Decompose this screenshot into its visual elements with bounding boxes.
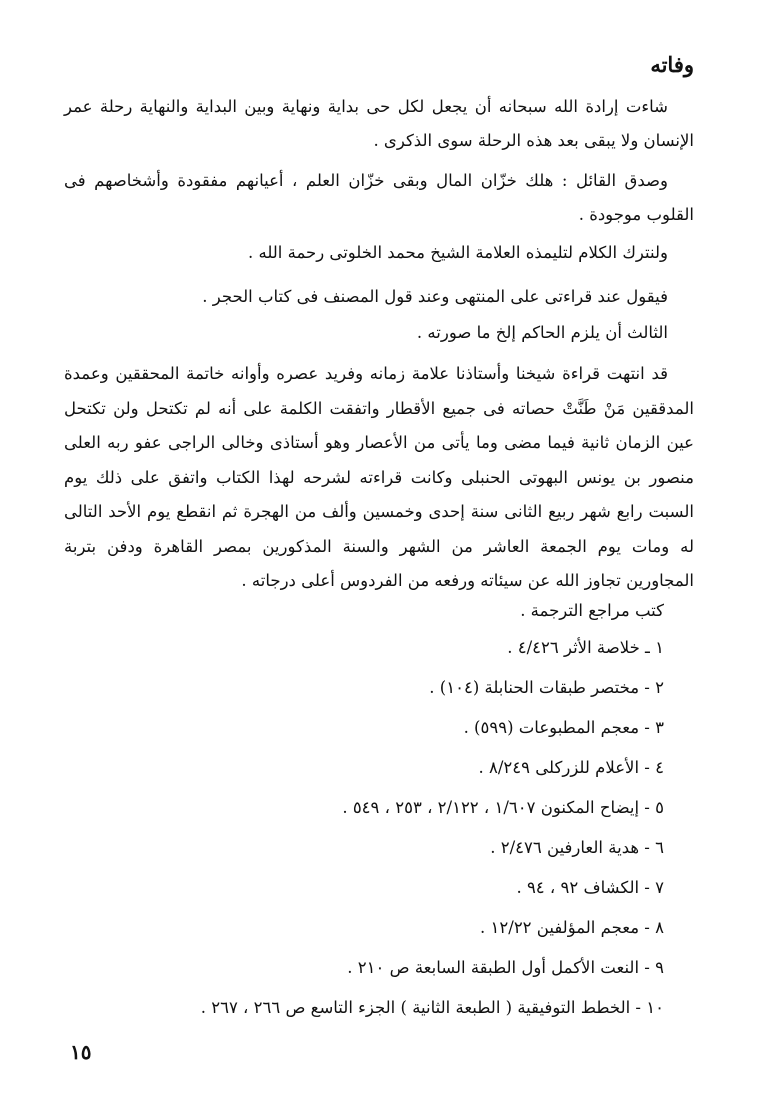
reference-item: ٨ - معجم المؤلفين ١٢/٢٢ .	[480, 918, 664, 937]
page-number: ١٥	[70, 1040, 92, 1064]
reference-item: ١ ـ خلاصة الأثر ٤/٤٢٦ .	[507, 638, 664, 657]
references-title: كتب مراجع الترجمة .	[520, 601, 664, 620]
section-heading: وفاته	[650, 52, 694, 77]
paragraph-6: قد انتهت قراءة شيخنا وأستاذنا علامة زمانه وفريد عصره وأوانه خاتمة المحققين وعمدة المدققين مَنْ طَنَّتْ حصاته فى جميع الأقطار واتفقت الكلمة على أنه لم تكتحل ولن تكتحل عين الزمان ثانية فيما مضى وما يأتى من الأعصار وهو أستاذى وخالى الراجى عفو ربه العلى منصور بن يونس البهوتى الحنبلى وكانت قراءته لشرحه لهذا الكتاب واتفق على ذلك يوم السبت رابع شهر ربيع الثانى سنة إحدى وخمسين وألف من الهجرة ثم انقطع يوم الأحد التالى له ومات يوم الجمعة العاشر من الشهر والسنة المذكورين بمصر القاهرة ودفن بتربة المجاورين تجاوز الله عن سيئاته ورفعه من الفردوس أعلى درجاته .	[64, 364, 694, 590]
reference-item: ٤ - الأعلام للزركلى ٨/٢٤٩ .	[478, 758, 664, 777]
reference-item: ٣ - معجم المطبوعات (٥٩٩) .	[463, 718, 664, 737]
reference-item: ٩ - النعت الأكمل أول الطبقة السابعة ص ٢١٠ .	[347, 958, 664, 977]
reference-item: ٢ - مختصر طبقات الحنابلة (١٠٤) .	[429, 678, 664, 697]
reference-item: ١٠ - الخطط التوفيقية ( الطبعة الثانية ) الجزء التاسع ص ٢٦٦ ، ٢٦٧ .	[200, 998, 664, 1017]
paragraph-3: ولنترك الكلام لتليمذه العلامة الشيخ محمد الخلوتى رحمة الله .	[247, 243, 668, 262]
paragraph-1: شاءت إرادة الله سبحانه أن يجعل لكل حى بداية ونهاية وبين البداية والنهاية رحلة عمر الإنسان ولا يبقى بعد هذه الرحلة سوى الذكرى .	[64, 97, 694, 150]
reference-item: ٧ - الكشاف ٩٢ ، ٩٤ .	[516, 878, 664, 897]
reference-item: ٦ - هدية العارفين ٢/٤٧٦ .	[490, 838, 664, 857]
paragraph-2: وصدق القائل : هلك خزّان المال وبقى خزّان العلم ، أعيانهم مفقودة وأشخاصهم فى القلوب موجودة .	[64, 171, 694, 224]
paragraph-5: الثالث أن يلزم الحاكم إلخ ما صورته .	[416, 323, 668, 342]
reference-item: ٥ - إيضاح المكنون ١/٦٠٧ ، ٢/١٢٢ ، ٢٥٣ ، ٥٤٩ .	[342, 798, 664, 817]
paragraph-4: فيقول عند قراءتى على المنتهى وعند قول المصنف فى كتاب الحجر .	[202, 287, 668, 306]
